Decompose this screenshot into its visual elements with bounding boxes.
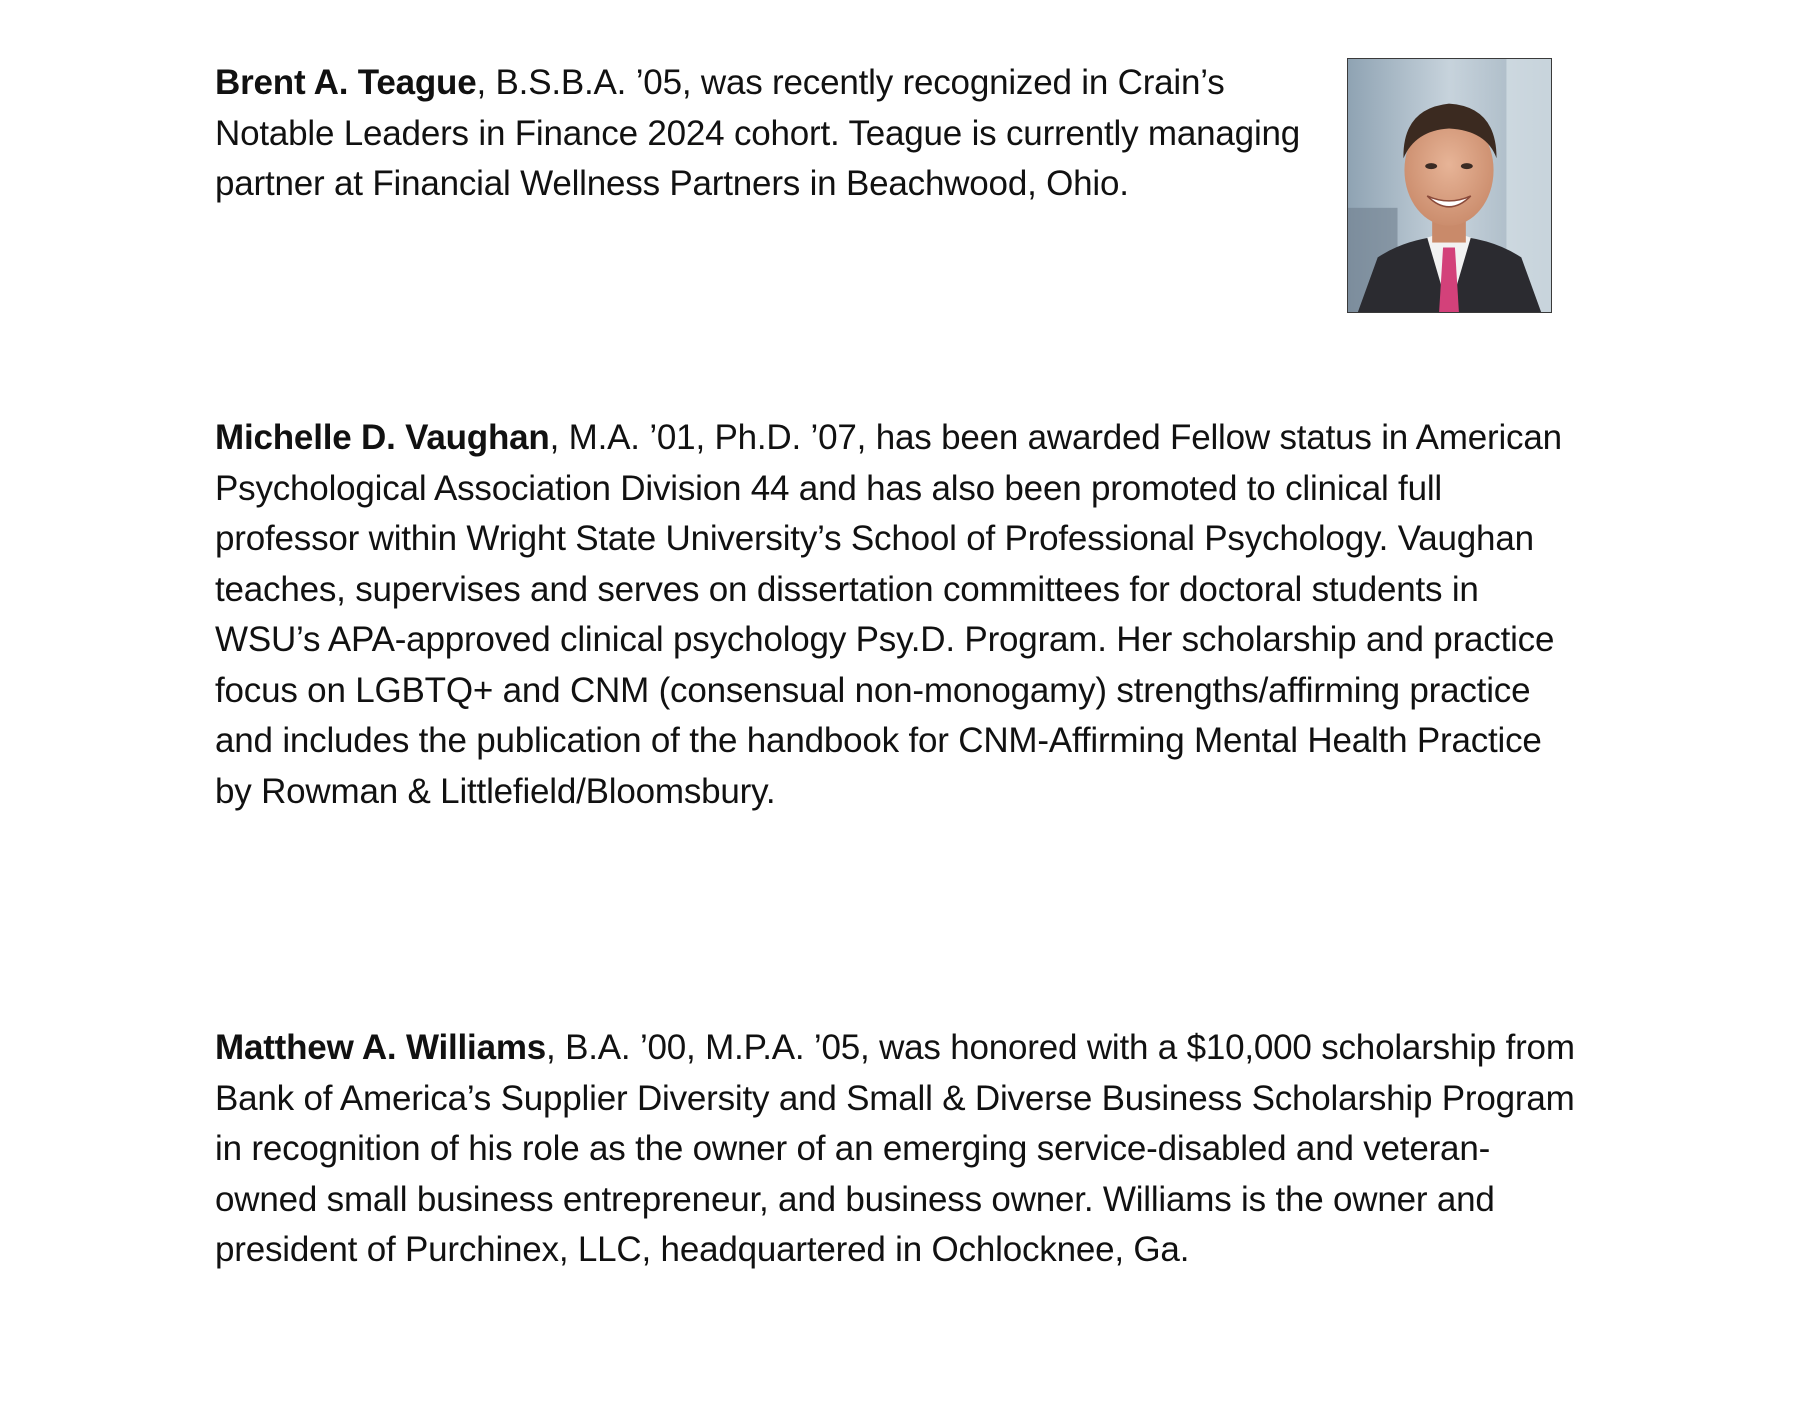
portrait-photo (1347, 58, 1552, 313)
alumni-description: , M.A. ’01, Ph.D. ’07, has been awarded Fellow status in American Psychological Association Division 44 and has also been promoted to clinical full professor within Wright State University’s School of Professional Psychology. Vaughan teaches, supervises and serves on dissertation committees for doctoral students in WSU’s APA-approved clinical psychology Psy.D. Program. Her scholarship and practice focus on LGBTQ+ and CNM (consensual non-monogamy) strengths/affirming practice and includes the publication of the handbook for CNM-Affirming Mental Health Practice by Rowman & Littlefield/Bloomsbury. (215, 418, 1562, 811)
alumni-entry-williams (215, 1023, 1585, 1276)
alumni-description: , B.A. ’00, M.P.A. ’05, was honored with a $10,000 scholarship from Bank of America’s Supplier Diversity and Small & Diverse Business Scholarship Program in recognition of his role as the owner of an emerging service-disabled and veteran-owned small business entrepreneur, and business owner. Williams is the owner and president of Purchinex, LLC, headquartered in Ochlocknee, Ga. (215, 1028, 1575, 1269)
alumni-entry-vaughan (215, 413, 1585, 817)
alumni-description: , B.S.B.A. ’05, was recently recognized in Crain’s Notable Leaders in Finance 2024 cohort. Teague is currently managing partner at Financial Wellness Partners in Beachwood, Ohio. (215, 63, 1301, 203)
alumni-name: Brent A. Teague (215, 63, 477, 102)
alumni-entry-teague (215, 58, 1315, 210)
alumni-name: Michelle D. Vaughan (215, 418, 550, 457)
alumni-name: Matthew A. Williams (215, 1028, 547, 1067)
